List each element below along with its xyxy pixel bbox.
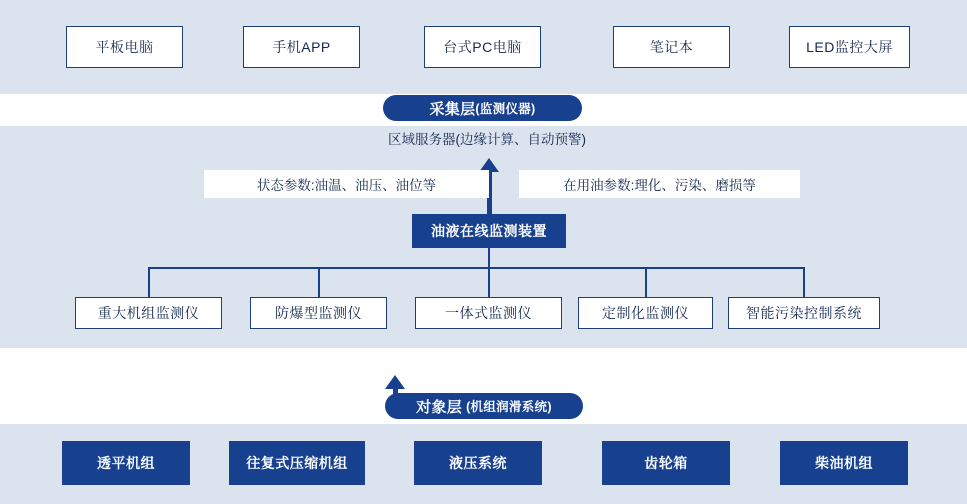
object-item-label: 柴油机组	[815, 455, 873, 471]
online-oil-monitoring-device-box[interactable]	[412, 214, 566, 248]
monitor-item-major-unit[interactable]	[75, 297, 222, 329]
top-layer-item-laptop[interactable]	[613, 26, 730, 68]
oil-parameters-label: 在用油参数:理化、污染、磨损等	[563, 178, 756, 193]
online-oil-monitoring-device-label: 油液在线监测装置	[431, 223, 547, 239]
monitor-item-integrated[interactable]	[415, 297, 562, 329]
monitor-item-label: 一体式监测仪	[445, 305, 532, 321]
top-layer-item-label: LED监控大屏	[806, 39, 893, 55]
top-layer-item-mobile-app[interactable]	[243, 26, 360, 68]
monitor-branch-5	[803, 267, 805, 298]
status-parameters-box	[204, 170, 489, 198]
oil-parameters-box	[519, 170, 800, 198]
object-to-collection-arrow-icon	[385, 375, 405, 389]
top-layer-item-label: 平板电脑	[95, 39, 154, 55]
monitor-tree-bus	[148, 267, 804, 269]
object-layer-pill-sub: (机组润滑系统)	[466, 400, 552, 414]
collection-layer-pill	[383, 95, 582, 121]
object-item-label: 往复式压缩机组	[246, 455, 348, 471]
object-item-turbine-unit[interactable]	[62, 441, 190, 485]
monitor-item-explosion-proof[interactable]	[250, 297, 387, 329]
monitor-branch-3	[488, 267, 490, 298]
monitor-item-label: 重大机组监测仪	[97, 305, 200, 321]
monitor-item-label: 防爆型监测仪	[275, 305, 362, 321]
object-item-diesel-unit[interactable]	[780, 441, 908, 485]
top-layer-item-label: 笔记本	[649, 39, 694, 55]
object-layer-pill	[385, 393, 583, 419]
status-parameters-label: 状态参数:油温、油压、油位等	[256, 178, 437, 193]
top-layer-item-label: 手机APP	[272, 39, 331, 55]
collection-layer-pill-sub: (监测仪器)	[475, 102, 536, 116]
object-item-reciprocating-compressor[interactable]	[229, 441, 365, 485]
object-item-gearbox[interactable]	[602, 441, 730, 485]
monitor-item-customized[interactable]	[578, 297, 713, 329]
regional-server-label: 区域服务器(边缘计算、自动预警)	[388, 132, 586, 147]
object-item-label: 透平机组	[97, 455, 155, 471]
collection-layer-pill-main: 采集层	[429, 100, 476, 118]
object-layer-pill-main: 对象层	[416, 398, 463, 416]
object-item-label: 液压系统	[449, 455, 507, 471]
top-layer-item-label: 台式PC电脑	[443, 39, 522, 55]
object-item-hydraulic-system[interactable]	[414, 441, 542, 485]
monitor-branch-4	[645, 267, 647, 298]
monitor-item-smart-contamination-control[interactable]	[728, 297, 880, 329]
top-layer-item-tablet[interactable]	[66, 26, 183, 68]
monitor-branch-2	[318, 267, 320, 298]
regional-server-label-wrap	[362, 128, 612, 148]
monitor-branch-1	[148, 267, 150, 298]
top-layer-item-desktop-pc[interactable]	[424, 26, 541, 68]
monitor-item-label: 定制化监测仪	[602, 305, 689, 321]
top-layer-item-led-screen[interactable]	[789, 26, 910, 68]
monitor-item-label: 智能污染控制系统	[746, 305, 862, 321]
monitor-tree-trunk	[488, 248, 490, 268]
object-item-label: 齿轮箱	[644, 455, 688, 471]
